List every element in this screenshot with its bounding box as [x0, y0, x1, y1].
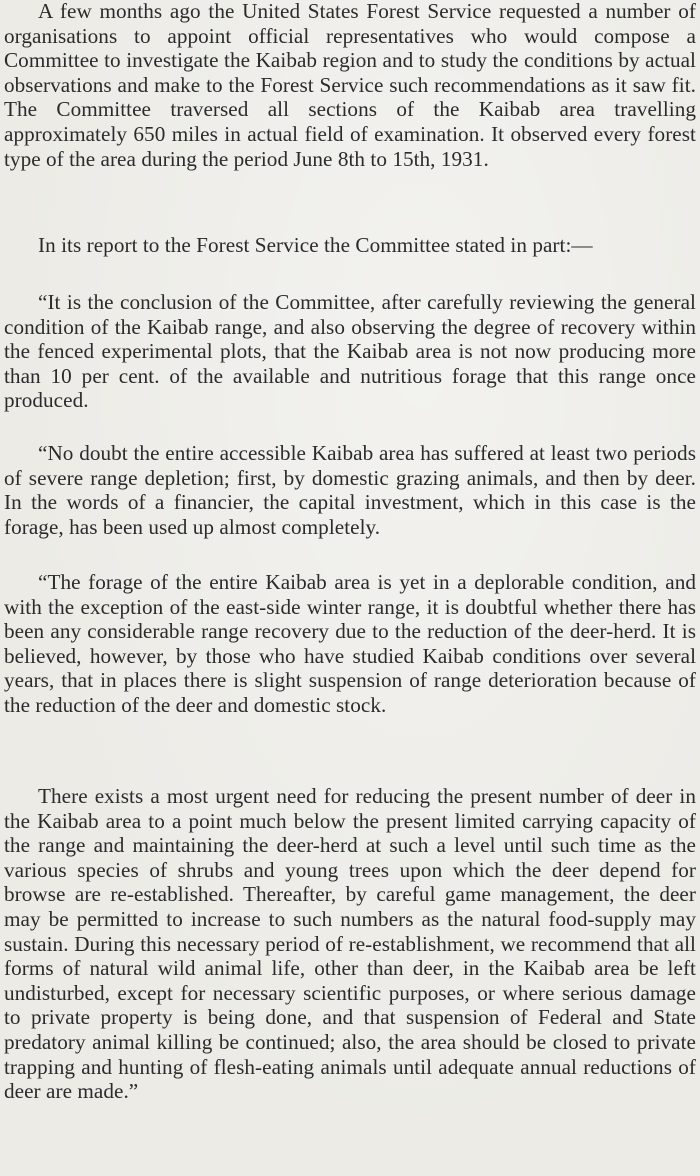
paragraph-committee-report-intro: In its report to the Forest Service the Committee stated in part:—	[38, 233, 593, 257]
paragraph-deer-reduction-recommendation: There exists a most urgent need for reducing the present number of deer in the Kaibab area to a point much below the present limited carrying capacity of the range and maintaining the deer-herd at such a level until such time as the various species of shrubs and young trees upon which the deer depend for browse are re-established. Thereafter, by careful game management, the deer may be permitted to increase to such numbers as the natural food-supply may sustain. During this necessary period of re-establishment, we recommend that all forms of natural wild animal life, other than deer, in the Kaibab area be left undisturbed, except for necessary scientific purposes, or where serious damage to private property is being done, and that suspension of Federal and State predatory animal killing be continued; also, the area should be closed to private trapping and hunting of flesh-eating animals until adequate annual reductions of deer are made.”	[4, 784, 696, 1104]
paragraph-forage-conclusion: “It is the conclusion of the Committee, after carefully reviewing the general condition of the Kaibab range, and also observing the degree of recovery within the fenced experimental plots, that the Kaibab area is not now producing more than 10 per cent. of the available and nutritious forage that this range once produced.	[4, 290, 696, 413]
paragraph-deplorable-condition: “The forage of the entire Kaibab area is yet in a deplorable condition, and with the exception of the east-side winter range, it is doubtful whether there has been any considerable range recovery due to the reduction of the deer-herd. It is believed, however, by those who have studied Kaibab conditions over several years, that in places there is slight suspension of range deterioration because of the reduction of the deer and domestic stock.	[4, 570, 696, 717]
paragraph-forest-service-request: A few months ago the United States Forest Service requested a number of organisations to appoint official representatives who would compose a Committee to investigate the Kaibab region and to study the conditions by actual observations and make to the Forest Service such recommendations as it saw fit. The Committee traversed all sections of the Kaibab area travelling approximately 650 miles in actual field of examination. It observed every forest type of the area during the period June 8th to 15th, 1931.	[4, 0, 696, 171]
paragraph-range-depletion: “No doubt the entire accessible Kaibab area has suffered at least two periods of severe range depletion; first, by domestic grazing animals, and then by deer. In the words of a financier, the capital investment, which in this case is the forage, has been used up almost completely.	[4, 441, 696, 539]
